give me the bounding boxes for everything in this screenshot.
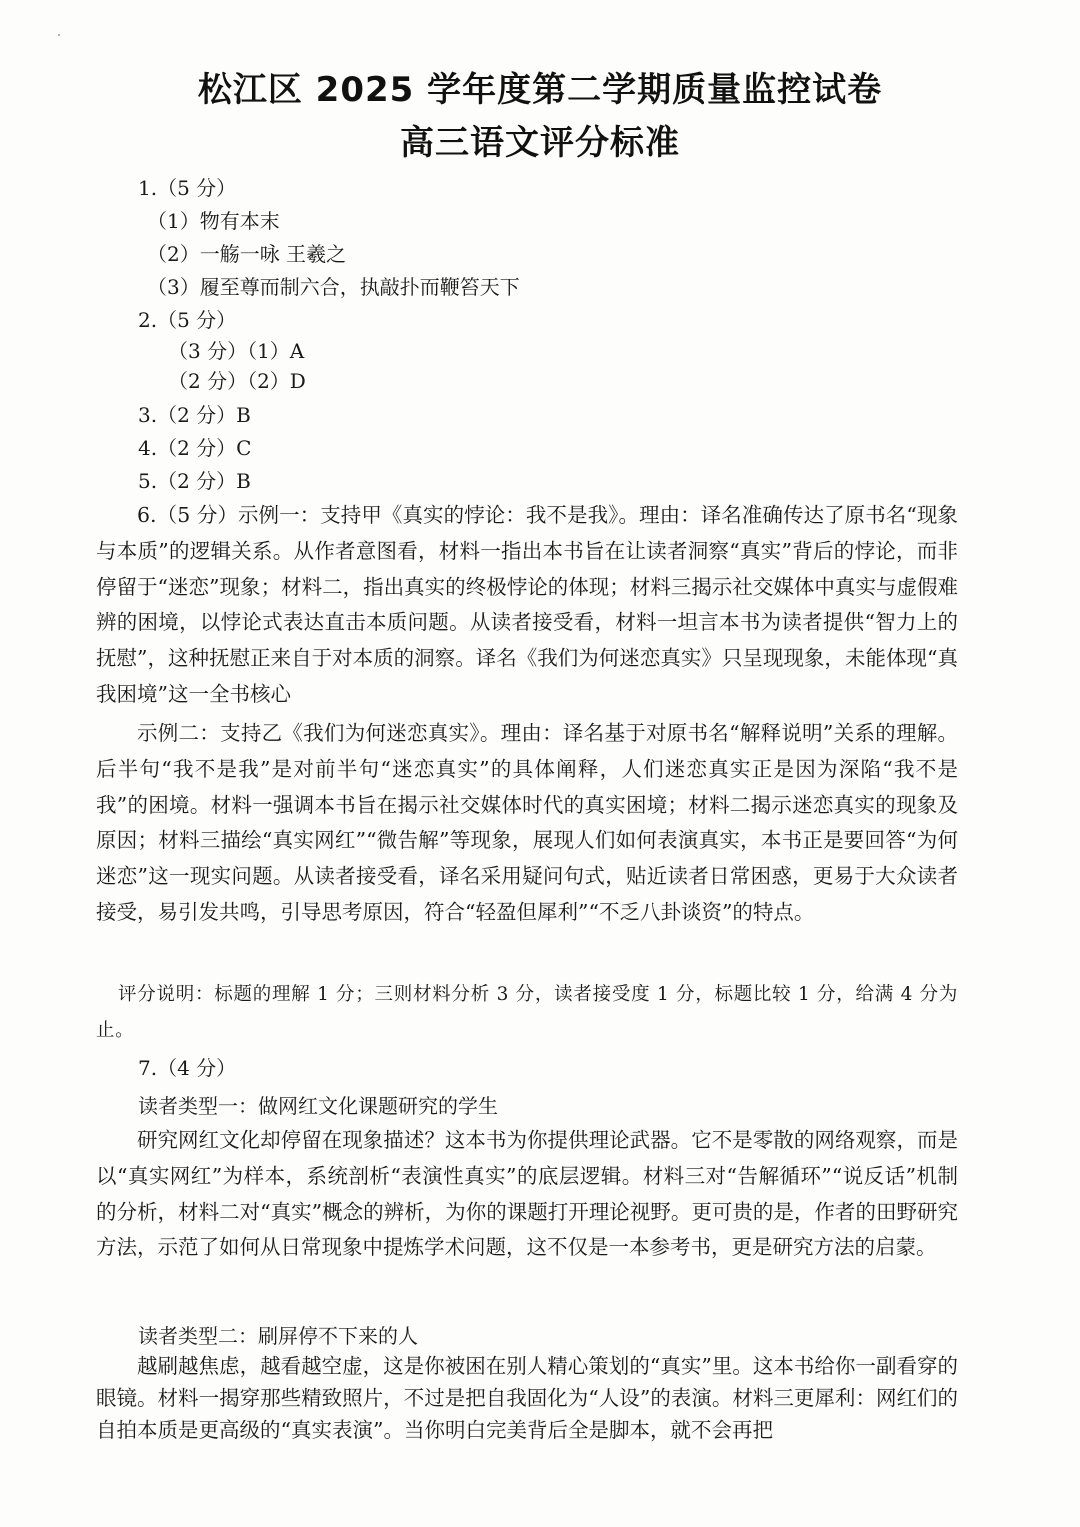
q6-example-1: 6.（5 分）示例一：支持甲《真实的悖论：我不是我》。理由：译名准确传达了原书名“现象与本质”的逻辑关系。从作者意图看，材料一指出本书旨在让读者洞察“真实”背后的悖论，而非停留于“迷恋”现象；材料二，指出真实的终极悖论的体现；材料三揭示社交媒体中真实与虚假难辨的困境，以悖论式表达直击本质问题。从读者接受看，材料一坦言本书为读者提供“智力上的抚慰”，这种抚慰正来自于对本质的洞察。译名《我们为何迷恋真实》只呈现现象，未能体现“真我困境”这一全书核心 bbox=[96, 503, 958, 706]
q1-heading: 1.（5 分） bbox=[138, 176, 237, 200]
q2-answer-1: （3 分）（1）A bbox=[168, 339, 305, 363]
q1-answer-1: （1）物有本末 bbox=[147, 209, 280, 233]
scan-speck bbox=[58, 34, 60, 36]
document-subtitle: 高三语文评分标准 bbox=[400, 123, 680, 163]
q1-answer-3: （3）履至尊而制六合，执敲扑而鞭笞天下 bbox=[147, 275, 520, 299]
q7-reader-type-2-text: 越刷越焦虑，越看越空虚，这是你被困在别人精心策划的“真实”里。这本书给你一副看穿的眼镜。材料一揭穿那些精致照片，不过是把自我固化为“人设”的表演。材料三更犀利：网红们的自拍本质是更高级的“真实表演”。当你明白完美背后全是脚本，就不会再把 bbox=[96, 1354, 958, 1442]
q6-scoring-note: 评分说明：标题的理解 1 分；三则材料分析 3 分，读者接受度 1 分，标题比较 1 分，给满 4 分为止。 bbox=[96, 984, 958, 1041]
q2-heading: 2.（5 分） bbox=[138, 308, 237, 332]
q7-reader-type-1-text: 研究网红文化却停留在现象描述？这本书为你提供理论武器。它不是零散的网络观察，而是以“真实网红”为样本，系统剖析“表演性真实”的底层逻辑。材料三对“告解循环”“说反话”机制的分析，材料二对“真实”概念的辨析，为你的课题打开理论视野。更可贵的是，作者的田野研究方法，示范了如何从日常现象中提炼学术问题，这不仅是一本参考书，更是研究方法的启蒙。 bbox=[96, 1128, 958, 1260]
q7-reader-type-2-title: 读者类型二：刷屏停不下来的人 bbox=[138, 1324, 418, 1348]
document-title: 松江区 2025 学年度第二学期质量监控试卷 bbox=[197, 70, 883, 110]
q7-reader-type-1-title: 读者类型一：做网红文化课题研究的学生 bbox=[138, 1094, 498, 1118]
q3-answer: 3.（2 分）B bbox=[138, 403, 251, 427]
q4-answer: 4.（2 分）C bbox=[138, 436, 252, 460]
q2-answer-2: （2 分）（2）D bbox=[168, 369, 306, 393]
q5-answer: 5.（2 分）B bbox=[138, 469, 251, 493]
q7-heading: 7.（4 分） bbox=[138, 1056, 237, 1080]
q6-example-2: 示例二：支持乙《我们为何迷恋真实》。理由：译名基于对原书名“解释说明”关系的理解。后半句“我不是我”是对前半句“迷恋真实”的具体阐释，人们迷恋真实正是因为深陷“我不是我”的困境。材料一强调本书旨在揭示社交媒体时代的真实困境；材料二揭示迷恋真实的现象及原因；材料三描绘“真实网红”“微告解”等现象，展现人们如何表演真实，本书正是要回答“为何迷恋”这一现实问题。从读者接受看，译名采用疑问句式，贴近读者日常困惑，更易于大众读者接受，易引发共鸣，引导思考原因，符合“轻盈但犀利”“不乏八卦谈资”的特点。 bbox=[96, 721, 958, 924]
q1-answer-2: （2）一觞一咏 王羲之 bbox=[147, 242, 347, 266]
